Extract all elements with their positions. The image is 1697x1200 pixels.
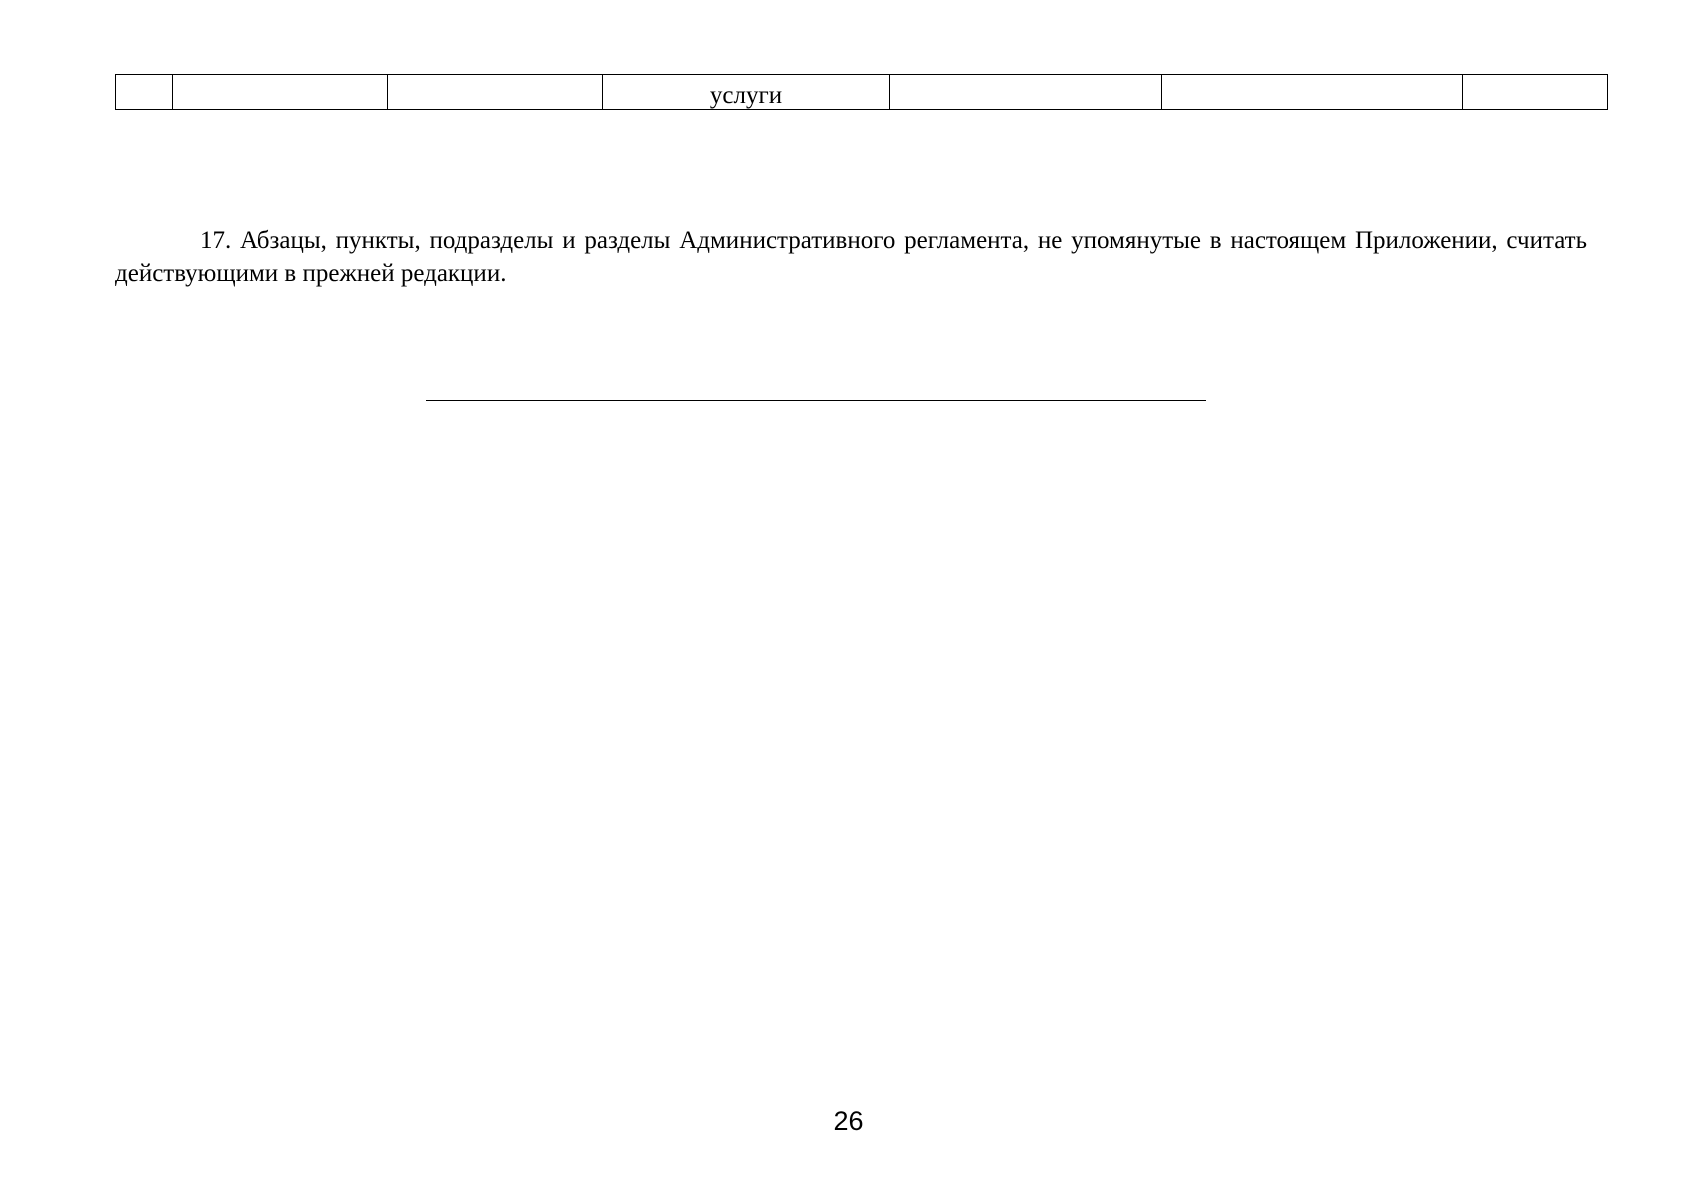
table-cell [1162,75,1463,110]
table-cell [116,75,173,110]
table-cell [388,75,603,110]
table-cell [1463,75,1608,110]
table-cell [173,75,388,110]
table-row [116,75,1608,110]
page-number: 26 [833,1106,864,1136]
paragraph-17: 17. Абзацы, пункты, подразделы и разделы Административного регламента, не упомянутые в настоящем Приложении, считать действующими в прежней редакции. [115,227,1587,287]
continued-table [115,74,1608,110]
table-cell: услуги [603,75,890,110]
end-separator-line [426,400,1206,401]
table-cell [890,75,1162,110]
